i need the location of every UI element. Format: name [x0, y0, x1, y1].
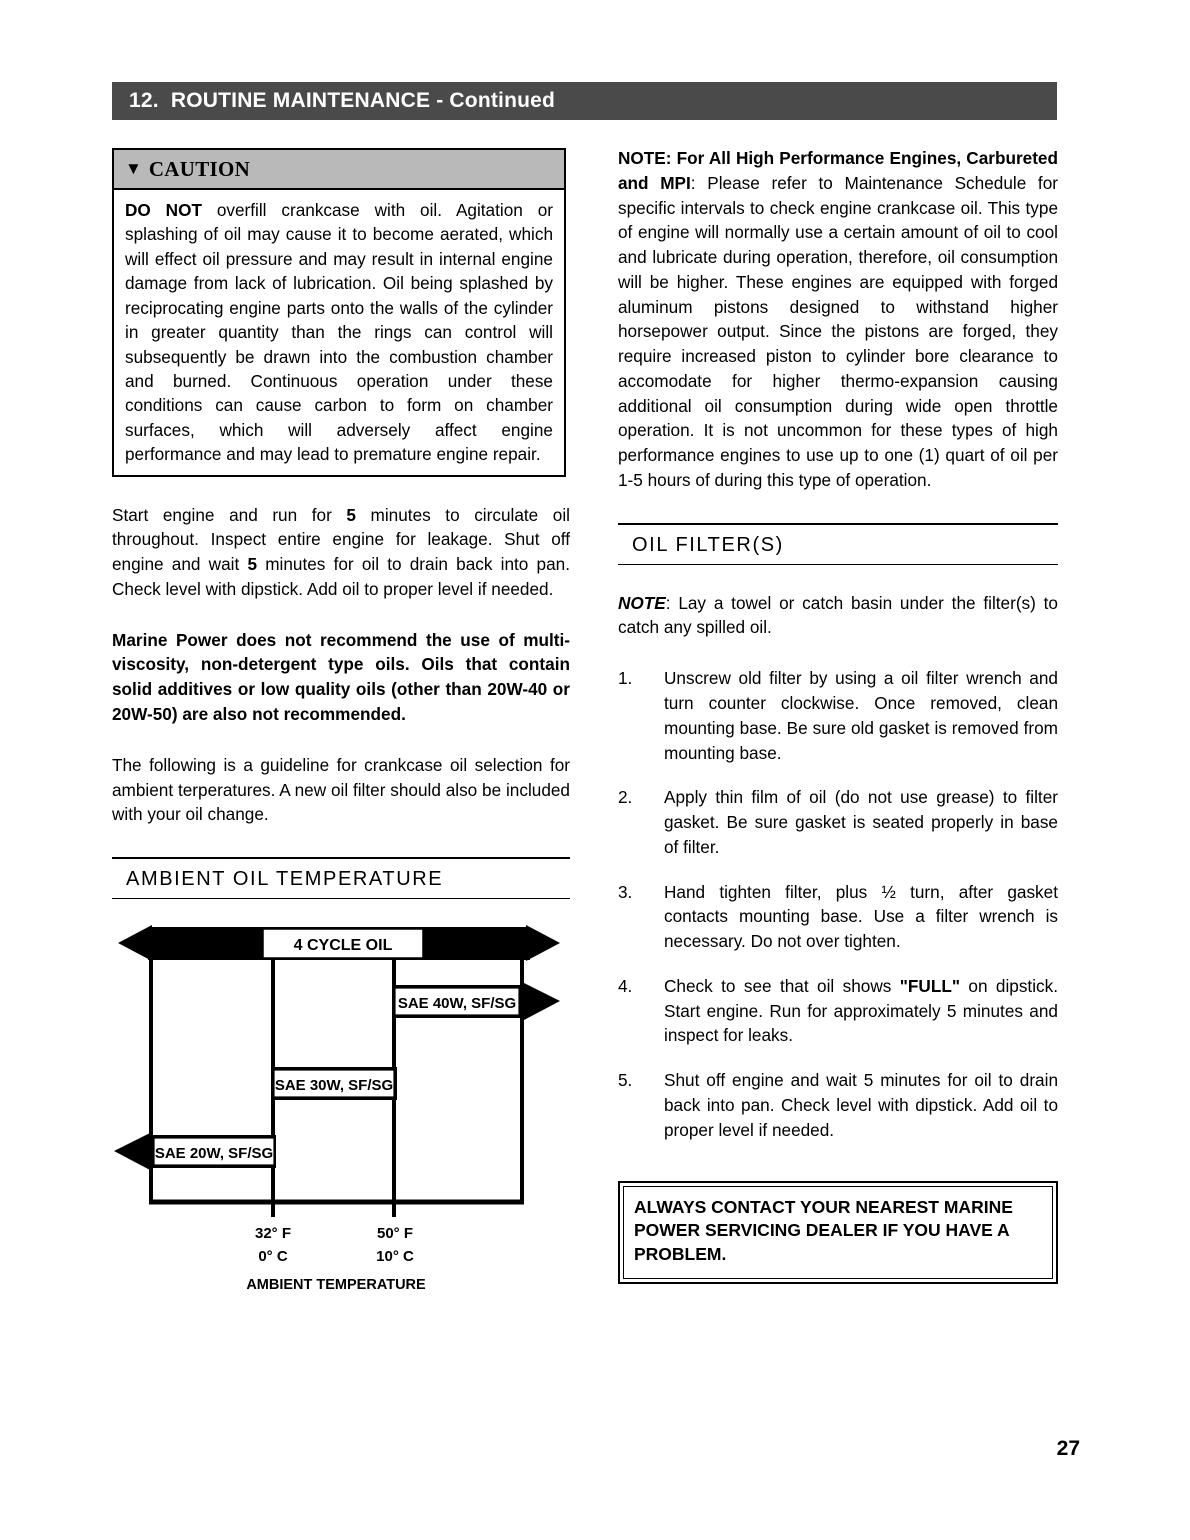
- step-text-before: Check to see that oil shows: [664, 975, 900, 996]
- ambient-oil-temperature-chart: [112, 917, 570, 1297]
- step-text: Apply thin film of oil (do not use grease) to filter gasket. Be sure gasket is seated properly in base of filter.: [664, 787, 1058, 857]
- list-item: [618, 666, 1058, 765]
- caution-label: CAUTION: [148, 156, 251, 181]
- chart-xlabel: AMBIENT TEMPERATURE: [246, 1277, 426, 1294]
- step-text: Shut off engine and wait 5 minutes for oil to drain back into pan. Check level with dipstick. Add oil to proper level if needed.: [664, 1070, 1058, 1140]
- chart-title: 4 CYCLE OIL: [293, 937, 393, 955]
- filter-note-label: NOTE: [618, 592, 666, 613]
- oil-filters-heading: [618, 523, 1058, 565]
- caution-box: [112, 148, 566, 477]
- chart-band-label-sae-40w: SAE 40W, SF/SG: [397, 995, 517, 1013]
- chart-band-label-sae-20w: SAE 20W, SF/SG: [154, 1145, 274, 1163]
- list-item: [618, 785, 1058, 859]
- caution-body-text: overfill crankcase with oil. Agitation or splashing of oil may cause it to become aerated, which will effect oil pressure and may result in internal engine damage from lack of lubrication. Oil being splashed by reciprocating engine parts onto the walls of the cylinder in greater quantity than the rings can control will subsequently be drawn into the combustion chamber and burned. Continuous operation under these conditions can cause carbon to form on chamber surfaces, which will adversely affect engine performance and may lead to premature engine repair.: [125, 200, 553, 465]
- paragraph-start-engine: [112, 503, 570, 602]
- paragraph-marine-power-recommendation: Marine Power does not recommend the use of multi-viscosity, non-detergent type oils. Oils that contain solid additives or low quality oils (other than 20W-40 or 20W-50) are also not recommended.: [112, 629, 570, 724]
- page-title: 12. ROUTINE MAINTENANCE - Continued: [129, 89, 556, 112]
- list-item: [618, 880, 1058, 954]
- step-text: [664, 974, 1058, 1048]
- heading-label-ambient-oil-temperature: AMBIENT OIL TEMPERATURE: [126, 868, 444, 891]
- ambient-oil-temperature-heading: [112, 857, 570, 899]
- start-engine-text-2: minutes to circulate oil throughout. Inspect entire engine for leakage. Shut off engine and wait: [112, 504, 570, 575]
- page-number: 27: [1056, 1437, 1080, 1460]
- paragraph-filter-note: [618, 591, 1058, 641]
- step-text: Hand tighten filter, plus ½ turn, after gasket contacts mounting base. Use a filter wrench is necessary. Do not over tighten.: [664, 881, 1058, 952]
- chart-tick-celsius-2: 10° C: [376, 1248, 414, 1266]
- section-header-bar: [112, 82, 1057, 120]
- warning-triangle-icon: ▼: [125, 158, 142, 178]
- heading-label-oil-filters: OIL FILTER(S): [632, 533, 784, 556]
- step-text-emphasis: "FULL": [899, 975, 960, 996]
- dealer-contact-text: ALWAYS CONTACT YOUR NEAREST MARINE POWER SERVICING DEALER IF YOU HAVE A PROBLEM.: [623, 1186, 1053, 1279]
- note-body-text: : Please refer to Maintenance Schedule for specific intervals to check engine crankcase oil. This type of engine will normally use a certain amount of oil to cool and lubricate during operation, therefore, oil consumption will be higher. These engines are equipped with forged aluminum pistons designed to withstand higher horsepower output. Since the pistons are forged, they require increased piston to cylinder bore clearance to accomodate for higher thermo-expansion causing additional oil consumption during wide open throttle operation. It is not uncommon for these types of high performance engines to use up to one (1) quart of oil per 1-5 hours of during this type of operation.: [618, 172, 1058, 490]
- step-text: Unscrew old filter by using a oil filter wrench and turn counter clockwise. Once removed, clean mounting base. Be sure old gasket is removed from mounting base.: [664, 668, 1058, 763]
- step-number: 3.: [618, 881, 633, 902]
- chart-tick-fahrenheit-1: 32° F: [254, 1225, 292, 1243]
- right-column: [618, 146, 1058, 1284]
- caution-lead-bold: DO NOT: [125, 200, 202, 220]
- step-number: 4.: [618, 975, 633, 996]
- paragraph-guideline: The following is a guideline for crankcase oil selection for ambient terperatures. A new oil filter should also be included with your oil change.: [112, 754, 570, 825]
- chart-tick-celsius-1: 0° C: [258, 1248, 288, 1266]
- list-item: [618, 974, 1058, 1048]
- start-engine-bold-2: 5: [247, 554, 257, 575]
- filter-note-text: : Lay a towel or catch basin under the filter(s) to catch any spilled oil.: [618, 592, 1058, 638]
- step-number: 5.: [618, 1070, 633, 1091]
- caution-header: [114, 150, 564, 190]
- paragraph-high-performance-note: [618, 146, 1058, 493]
- chart-band-label-sae-30w: SAE 30W, SF/SG: [274, 1077, 394, 1095]
- step-number: 1.: [618, 668, 633, 689]
- step-text-after: on dipstick. Start engine. Run for approximately 5 minutes and inspect for leaks.: [664, 975, 1058, 1046]
- dealer-contact-box: [618, 1181, 1058, 1284]
- left-column: [112, 148, 570, 1297]
- caution-body: [114, 190, 564, 475]
- step-number: 2.: [618, 787, 633, 808]
- start-engine-text-3: minutes for oil to drain back into pan. Check level with dipstick. Add oil to proper level if needed.: [112, 554, 570, 599]
- note-bold-label: NOTE: For All High Performance Engines, Carbureted and MPI: [618, 148, 1058, 193]
- start-engine-bold-1: 5: [346, 504, 356, 525]
- start-engine-text-1: Start engine and run for: [112, 504, 347, 525]
- list-item: [618, 1068, 1058, 1142]
- chart-tick-fahrenheit-2: 50° F: [376, 1225, 414, 1243]
- oil-chart-svg: [112, 917, 570, 1297]
